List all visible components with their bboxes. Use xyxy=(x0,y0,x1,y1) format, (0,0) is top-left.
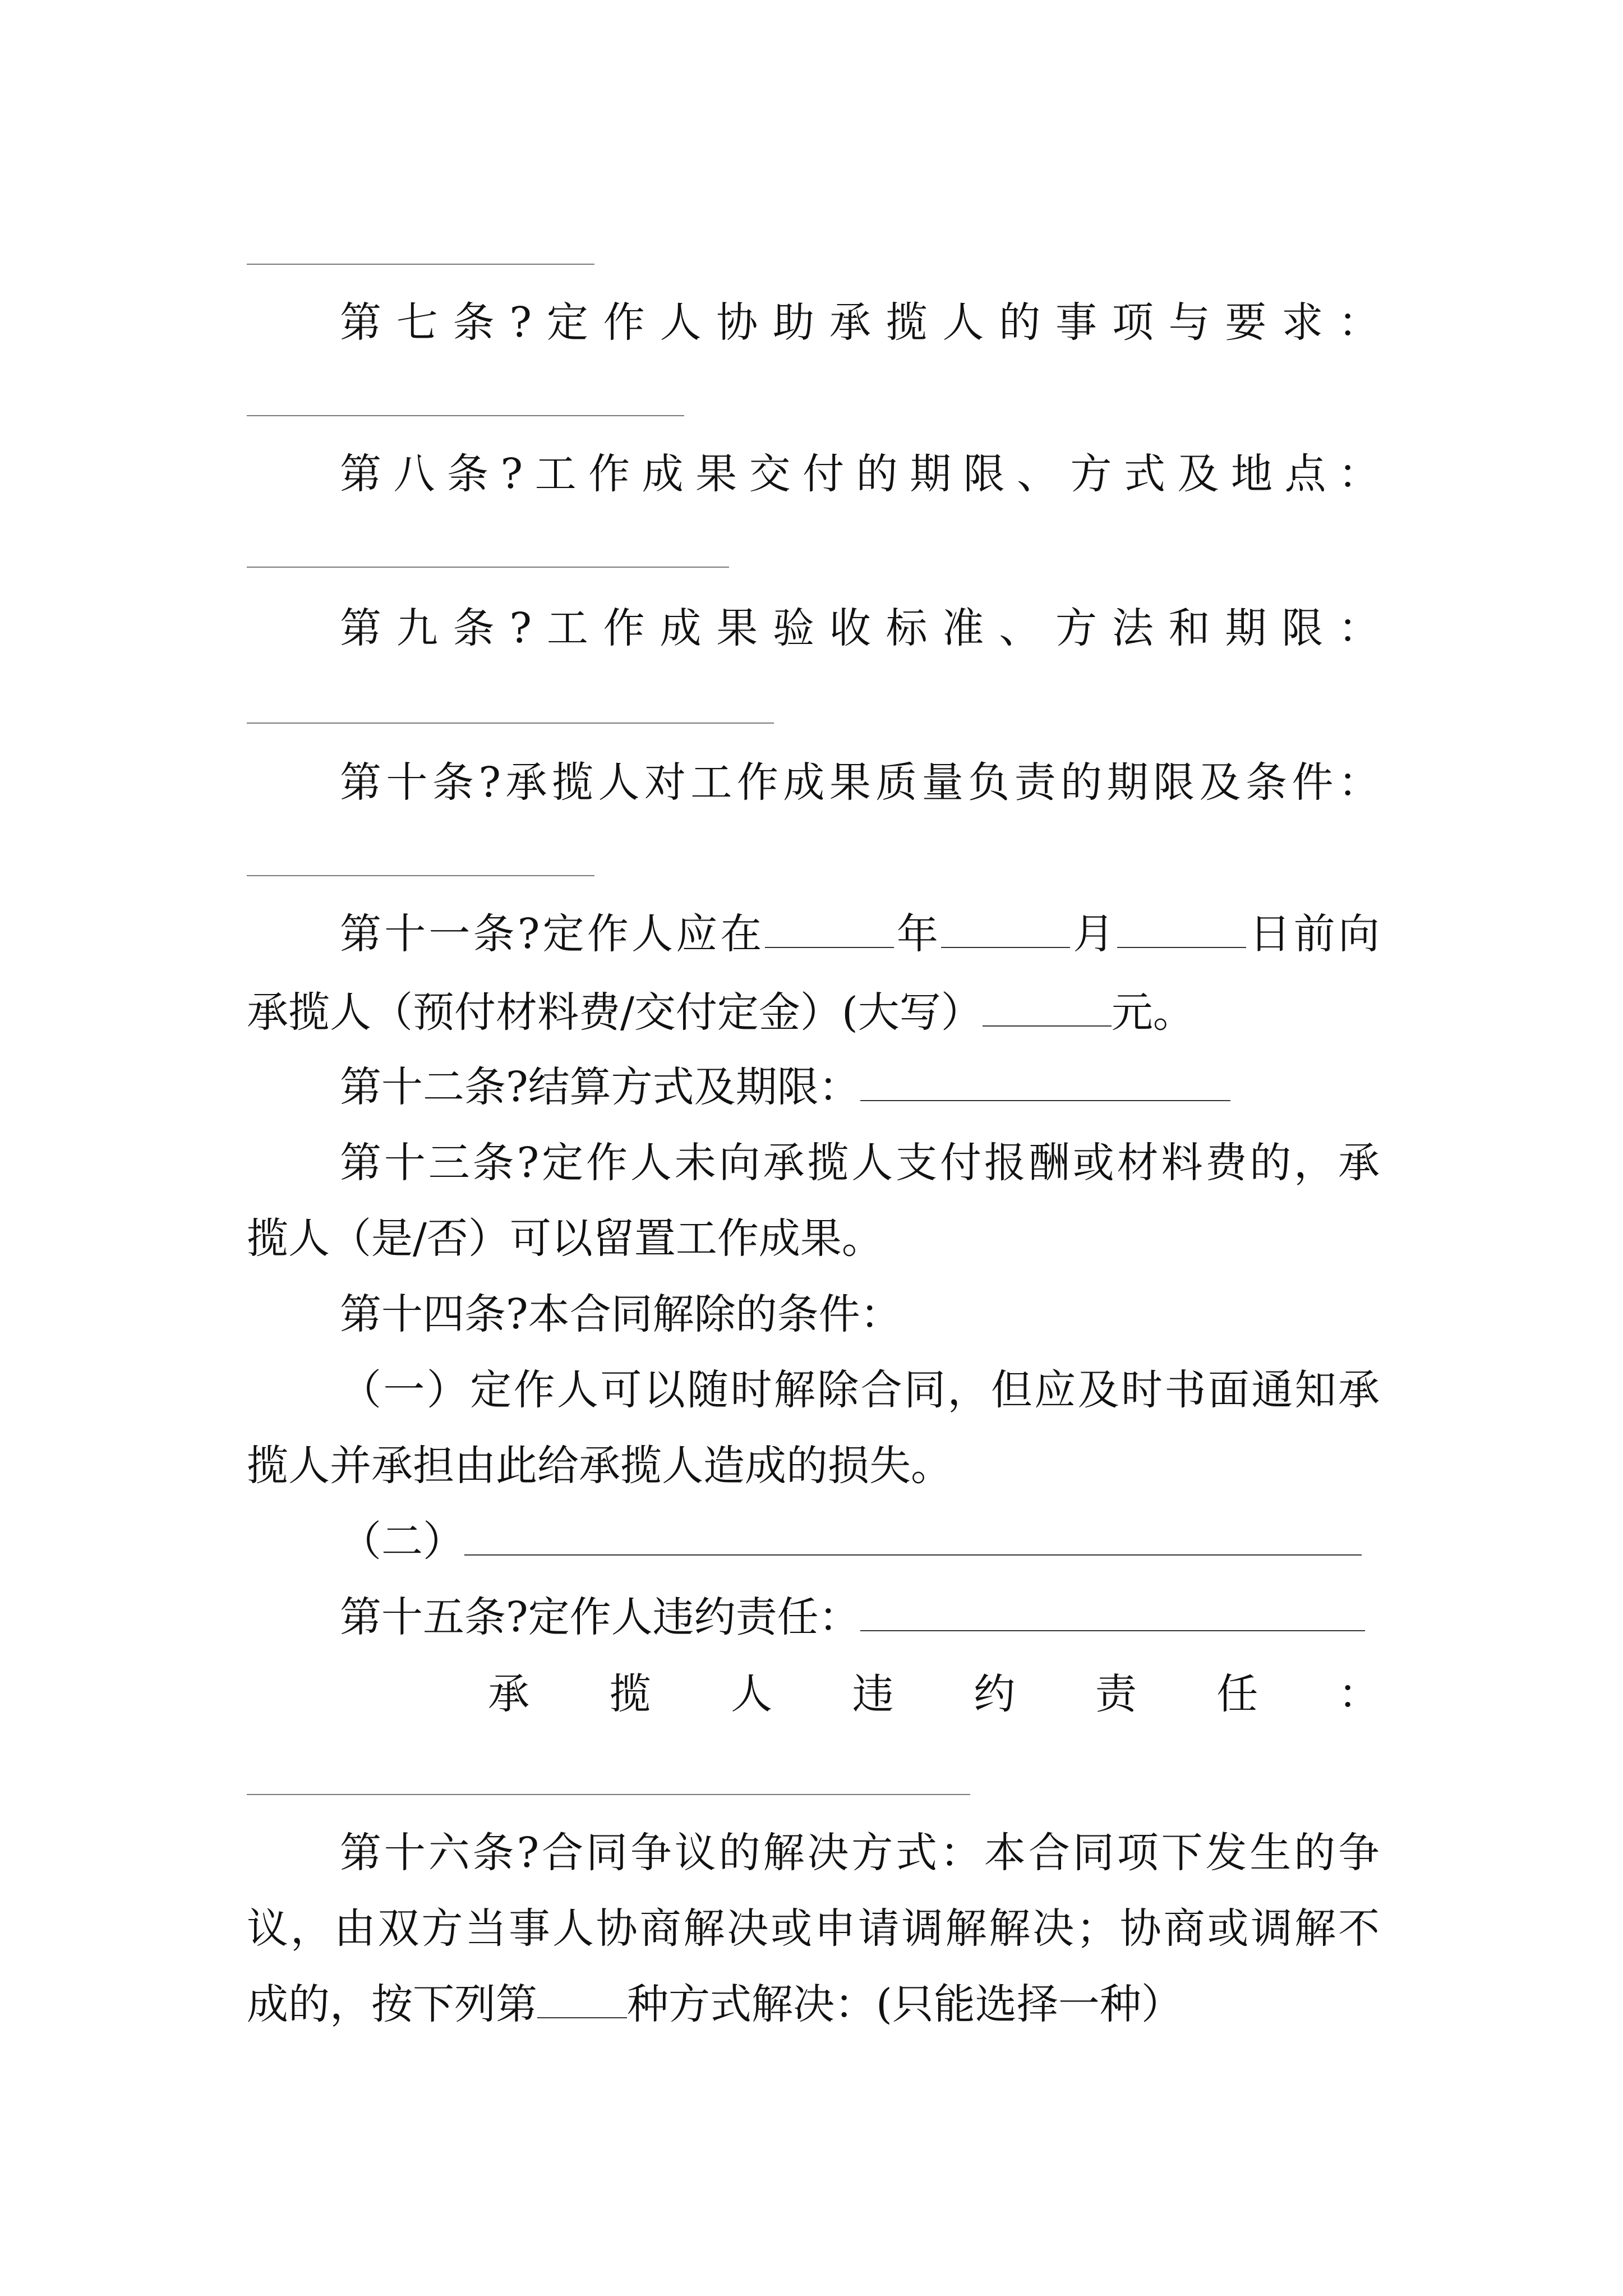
day-label: 日前向 xyxy=(1246,910,1380,958)
article-16-text-3b: 种方式解决：(只能选择一种） xyxy=(627,1980,1183,2028)
month-blank xyxy=(941,912,1070,948)
blank-line xyxy=(247,723,774,724)
amount-blank xyxy=(983,991,1112,1027)
year-label: 年 xyxy=(893,910,942,958)
item-2-blank xyxy=(464,1520,1362,1556)
settlement-blank xyxy=(860,1065,1230,1101)
contractor-liability: 承揽人违约责任： xyxy=(488,1670,1380,1718)
currency-unit: 元。 xyxy=(1111,988,1195,1037)
blank-line xyxy=(247,415,684,416)
article-9: 第九条?工作成果验收标准、方法和期限： xyxy=(340,604,1380,652)
article-16-line-1: 第十六条?合同争议的解决方式：本合同项下发生的争 xyxy=(340,1829,1380,1877)
day-blank xyxy=(1117,912,1246,948)
article-16-line-2: 议，由双方当事人协商解决或申请调解解决；协商或调解不 xyxy=(247,1904,1380,1953)
blank-line xyxy=(247,264,594,265)
article-12-text: 第十二条?结算方式及期限： xyxy=(340,1063,860,1111)
article-10: 第十条?承揽人对工作成果质量负责的期限及条件： xyxy=(340,758,1380,807)
article-8: 第八条?工作成果交付的期限、方式及地点： xyxy=(340,450,1380,498)
client-liability-blank xyxy=(860,1595,1365,1631)
article-15 xyxy=(340,1592,1380,1642)
item-2-label: （二） xyxy=(340,1517,464,1566)
blank-line xyxy=(247,875,594,876)
article-13-line-2: 揽人（是/否）可以留置工作成果。 xyxy=(247,1214,883,1263)
article-11-text: 第十一条?定作人应在 xyxy=(340,910,765,958)
method-blank xyxy=(537,1982,627,2018)
article-11-text-2: 承揽人（预付材料费/交付定金）(大写） xyxy=(247,988,983,1037)
article-11-line-1 xyxy=(340,909,1380,959)
blank-line xyxy=(247,567,729,568)
blank-line xyxy=(247,1794,970,1795)
article-14-item-2 xyxy=(340,1516,1380,1567)
article-16-line-3 xyxy=(247,1979,1380,2030)
article-14-item-1-line-2: 揽人并承担由此给承揽人造成的损失。 xyxy=(247,1442,952,1490)
article-12 xyxy=(340,1062,1380,1112)
article-14-item-1-line-1: （一）定作人可以随时解除合同，但应及时书面通知承 xyxy=(340,1366,1380,1414)
article-13-line-1: 第十三条?定作人未向承揽人支付报酬或材料费的，承 xyxy=(340,1139,1380,1187)
article-7: 第七条?定作人协助承揽人的事项与要求： xyxy=(340,298,1380,347)
article-15-text: 第十五条?定作人违约责任： xyxy=(340,1593,860,1641)
article-11-line-2 xyxy=(247,987,1380,1038)
article-14: 第十四条?本合同解除的条件： xyxy=(340,1290,902,1338)
year-blank xyxy=(765,912,894,948)
month-label: 月 xyxy=(1070,910,1118,958)
article-16-text-3a: 成的，按下列第 xyxy=(247,1980,537,2028)
